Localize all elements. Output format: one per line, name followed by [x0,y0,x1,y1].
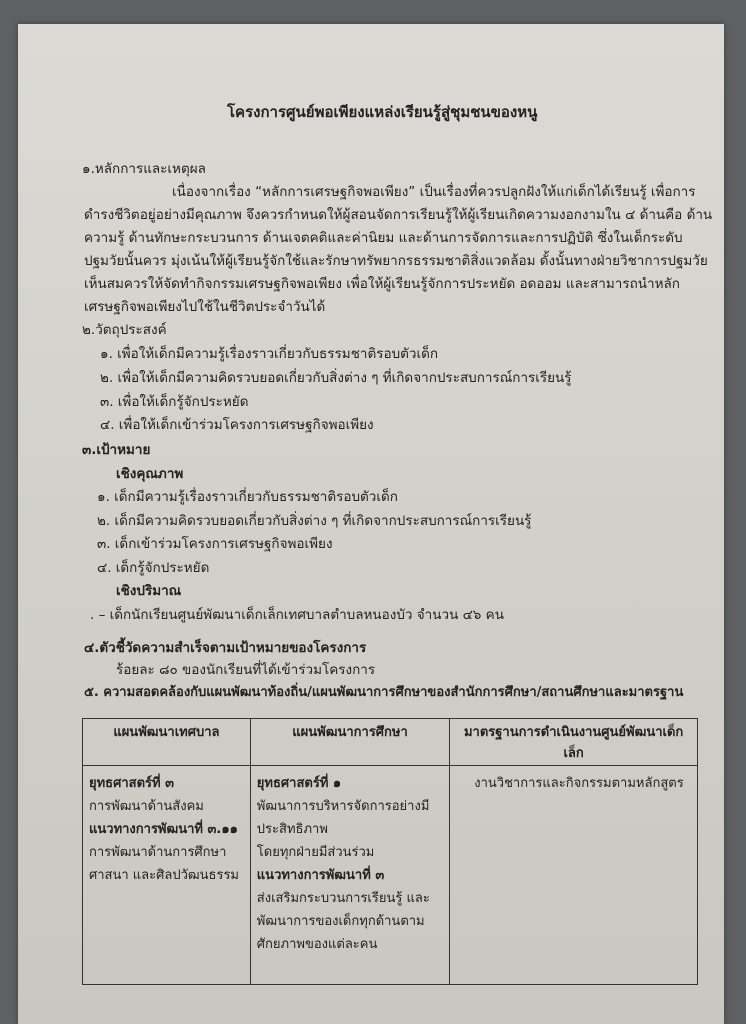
table-header-education-plan: แผนพัฒนาการศึกษา [250,719,449,766]
cell-line: แนวทางการพัฒนาที่ ๓ [256,868,385,883]
cell-line: ศักยภาพของแต่ละคน [256,937,378,952]
cell-line: ส่งเสริมกระบวนการเรียนรู้ และ [256,891,430,906]
municipal-plan-cell [83,766,251,985]
cell-line: ประสิทธิภาพ [256,822,328,837]
cell-line: โดยทุกฝ่ายมีส่วนร่วม [256,845,375,860]
quality-item: ๑. เด็กมีความรู้เรื่องราวเกี่ยวกับธรรมชาติรอบตัวเด็ก [97,489,398,505]
document-title: โครงการศูนย์พอเพียงแหล่งเรียนรู้สู่ชุมชนของหนู [227,103,538,121]
cell-line: ยุทธศาสตร์ที่ ๑ [256,776,342,791]
section1-line: เศรษฐกิจพอเพียงไปใช้ในชีวิตประจำวันได้ [84,299,326,315]
section1-line: เนื่องจากเรื่อง “หลักการเศรษฐกิจพอเพียง” เป็นเรื่องที่ควรปลูกฝังให้แก่เด็กได้เรียนรู้ เพื่อการ [172,184,696,200]
center-standard-cell [450,766,698,985]
standards-table [82,718,698,985]
quality-item: ๒. เด็กมีความคิดรวบยอดเกี่ยวกับสิ่งต่าง ๆ ที่เกิดจากประสบการณ์การเรียนรู้ [97,513,532,529]
objective-item: ๑. เพื่อให้เด็กมีความรู้เรื่องราวเกี่ยวกับธรรมชาติรอบตัวเด็ก [100,346,439,362]
education-plan-cell [250,766,449,985]
quality-item: ๔. เด็กรู้จักประหยัด [97,560,210,576]
section1-line: ดำรงชีวิตอยู่อย่างมีคุณภาพ จึงควรกำหนดให้ผู้สอนจัดการเรียนรู้ให้ผู้เรียนเกิดความงอกงามใน ๔ ด้านคือ ด้าน [84,207,713,223]
section4-heading: ๔.ตัวชี้วัดความสำเร็จตามเป้าหมายของโครงการ [84,640,367,656]
quantity-heading: เชิงปริมาณ [116,583,182,599]
objective-item: ๔. เพื่อให้เด็กเข้าร่วมโครงการเศรษฐกิจพอเพียง [100,417,374,433]
quality-heading: เชิงคุณภาพ [116,466,184,482]
table-header-row [83,719,698,766]
objective-item: ๓. เพื่อให้เด็กรู้จักประหยัด [100,394,249,410]
cell-line: แนวทางการพัฒนาที่ ๓.๑๑ [89,822,238,837]
cell-line: ศาสนา และศิลปวัฒนธรรม [89,868,240,883]
section2-heading: ๒.วัตถุประสงค์ [82,322,167,338]
objective-item: ๒. เพื่อให้เด็กมีความคิดรวบยอดเกี่ยวกับสิ่งต่าง ๆ ที่เกิดจากประสบการณ์การเรียนรู้ [100,370,572,386]
section5-heading: ๕. ความสอดคล้องกับแผนพัฒนาท้องถิ่น/แผนพัฒนาการศึกษาของสำนักการศึกษา/สถานศึกษาและมาตรฐาน [84,685,684,700]
cell-line: การพัฒนาด้านสังคม [89,799,204,814]
section1-heading: ๑.หลักการและเหตุผล [82,161,206,177]
section1-line: ปฐมวัยนั้นควร มุ่งเน้นให้ผู้เรียนรู้จักใช้และรักษาทรัพยากรธรรมชาติสิ่งแวดล้อม ดั้งนั้นทางฝ่ายวิชาการปฐมวัย [84,253,708,269]
table-row [83,766,698,985]
section4-text: ร้อยละ ๘๐ ของนักเรียนที่ได้เข้าร่วมโครงการ [116,662,376,678]
quantity-item: . – เด็กนักเรียนศูนย์พัฒนาเด็กเล็กเทศบาลตำบลหนองบัว จำนวน ๔๖ คน [90,607,504,623]
cell-line: พัฒนาการของเด็กทุกด้านตาม [256,914,425,929]
section3-heading: ๓.เป้าหมาย [82,442,151,458]
section1-line: ความรู้ ด้านทักษะกระบวนการ ด้านเจตคติและค่านิยม และด้านการจัดการและการปฏิบัติ ซึ่งในเด็กระดับ [84,230,683,246]
section1-line: เห็นสมควรให้จัดทำกิจกรรมเศรษฐกิจพอเพียง เพื่อให้ผู้เรียนรู้จักการประหยัด อดออม และสามารถนำหลัก [84,276,680,292]
quality-item: ๓. เด็กเข้าร่วมโครงการเศรษฐกิจพอเพียง [97,536,333,552]
cell-line: งานวิชาการและกิจกรรมตามหลักสูตร [474,776,684,791]
cell-line: การพัฒนาด้านการศึกษา [89,845,227,860]
cell-line: พัฒนาการบริหารจัดการอย่างมี [256,799,430,814]
table-header-center-standard: มาตรฐานการดำเนินงานศูนย์พัฒนาเด็กเล็ก [450,719,698,766]
cell-line: ยุทธศาสตร์ที่ ๓ [89,776,175,791]
table-header-municipal-plan: แผนพัฒนาเทศบาล [83,719,251,766]
